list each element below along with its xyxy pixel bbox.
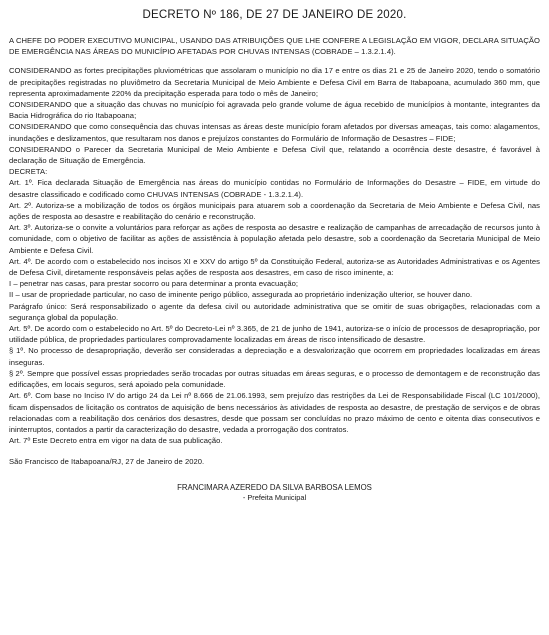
article-paragraph: Art. 4º. De acordo com o estabelecido nos incisos XI e XXV do artigo 5º da Constituição Federal, autoriza-se as Autoridades Administrativas e os Agentes de Defesa Civil, diretamente responsáveis pelas ações de resposta aos desastres, em caso de risco iminente, a: [9, 256, 540, 278]
considerando-paragraph: CONSIDERANDO que como consequência das chuvas intensas as áreas deste município foram afetados por diversas ameaças, tais como: alagamentos, inundações e deslizamentos, que resultaram nos danos e prejuízos constantes do Formulário de Informação de Desastres – FIDE; [9, 122, 540, 143]
considerando-paragraph: CONSIDERANDO que a situação das chuvas no município foi agravada pelo grande volume de água recebido de municípios à montante, integrantes da Bacia Hidrográfica do rio Itabapoana; [9, 100, 540, 121]
decree-intro: A CHEFE DO PODER EXECUTIVO MUNICIPAL, USANDO DAS ATRIBUIÇÕES QUE LHE CONFERE A LEGISLAÇÃO EM VIGOR, DECLARA SITUAÇÃO DE EMERGÊNCIA NAS ÁREAS DO MUNICÍPIO AFETADAS POR CHUVAS INTENSAS (COBRADE – 1.3.2.1.4). [9, 36, 540, 57]
article-paragraph: Art. 7º Este Decreto entra em vigor na data de sua publicação. [9, 436, 223, 446]
article-item: I – penetrar nas casas, para prestar socorro ou para determinar a pronta evacuação; [9, 279, 299, 289]
article-paragraph: Art. 6º. Com base no Inciso IV do artigo 24 da Lei nº 8.666 de 21.06.1993, sem prejuízo das restrições da Lei de Responsabilidade Fiscal (LC 101/2000), ficam dispensados de licitação os contratos de aquisição de bens necessários às atividades de resposta ao desastre, de prestação de serviços e de obras relacionadas com a reabilitação dos cenários dos desastres, desde que possam ser concluídas no prazo máximo de cento e oitenta dias consecutivos e ininterruptos, contados a partir da caracterização do desastre, vedada a prorrogação dos contratos. [9, 391, 540, 434]
article-item: II – usar de propriedade particular, no caso de iminente perigo público, assegurada ao proprietário indenização ulterior, se houver dano. [9, 290, 473, 300]
considerando-paragraph: CONSIDERANDO o Parecer da Secretaria Municipal de Meio Ambiente e Defesa Civil que, relatando a ocorrência deste desastre, é favorável à declaração de Situação de Emergência. [9, 144, 540, 166]
article-section-paragraph: § 2º. Sempre que possível essas propriedades serão trocadas por outras situadas em áreas seguras, e o processo de demontagem e de reconstrução das edificações, em locais seguros, será apoiado pela comunidade. [9, 368, 540, 390]
article-paragraph: Art. 2º. Autoriza-se a mobilização de todos os órgãos municipais para atuarem sob a coordenação da Secretaria de Meio Ambiente e Defesa Civil, nas ações de resposta ao desastre e reabilitação do cenário e reconstrução. [9, 200, 540, 222]
article-paragraph: Art. 5º. De acordo com o estabelecido no Art. 5º do Decreto-Lei nº 3.365, de 21 de junho de 1941, autoriza-se o início de processos de desapropriação, por utilidade pública, de propriedades particulares comprovadamente localizadas em áreas de risco intensificado de desastre. [9, 324, 540, 345]
articles-section [9, 177, 540, 446]
article-sole-paragraph: Parágrafo único: Será responsabilizado o agente da defesa civil ou autoridade administrativa que se omitir de suas obrigações, relacionadas com a segurança global da população. [9, 301, 540, 322]
article-paragraph: Art. 1º. Fica declarada Situação de Emergência nas áreas do município contidas no Formulário de Informações do Desastre – FIDE, em virtude do desastre classificado e codificado como CHUVAS INTENSAS (COBRADE - 1.3.2.1.4). [9, 178, 540, 199]
considerandos-section [9, 65, 540, 177]
article-paragraph: Art. 3º. Autoriza-se o convite a voluntários para reforçar as ações de resposta ao desastre e realização de campanhas de arrecadação de recursos junto à comunidade, com o objetivo de facilitar as ações de assistência à população afetada pelo desastre, sob a coordenação da Secretaria Municipal de Meio Ambiente e Defesa Civil. [9, 223, 540, 255]
article-section-paragraph: § 1º. No processo de desapropriação, deverão ser consideradas a depreciação e a desvalorização que ocorrem em propriedades localizadas em áreas inseguras. [9, 346, 540, 367]
signer-name: FRANCIMARA AZEREDO DA SILVA BARBOSA LEMOS [177, 482, 372, 492]
place-date: São Francisco de Itabapoana/RJ, 27 de Janeiro de 2020. [9, 457, 205, 467]
signer-role: - Prefeita Municipal [242, 492, 307, 502]
considerando-paragraph: CONSIDERANDO as fortes precipitações pluviométricas que assolaram o município no dia 17 e entre os dias 21 e 25 de Janeiro 2020, tendo o somatório de precipitações registradas no pluviômetro da Secretaria Municipal de Meio Ambiente e Defesa Civil em Barra de Itabapoana, acumulado 360 mm, que representa aproximadamente 220% da precipitação esperada para todo o mês de Janeiro; [9, 66, 540, 98]
decree-title: DECRETO Nº 186, DE 27 DE JANEIRO DE 2020. [142, 9, 407, 21]
decreta-heading: DECRETA: [9, 167, 48, 177]
